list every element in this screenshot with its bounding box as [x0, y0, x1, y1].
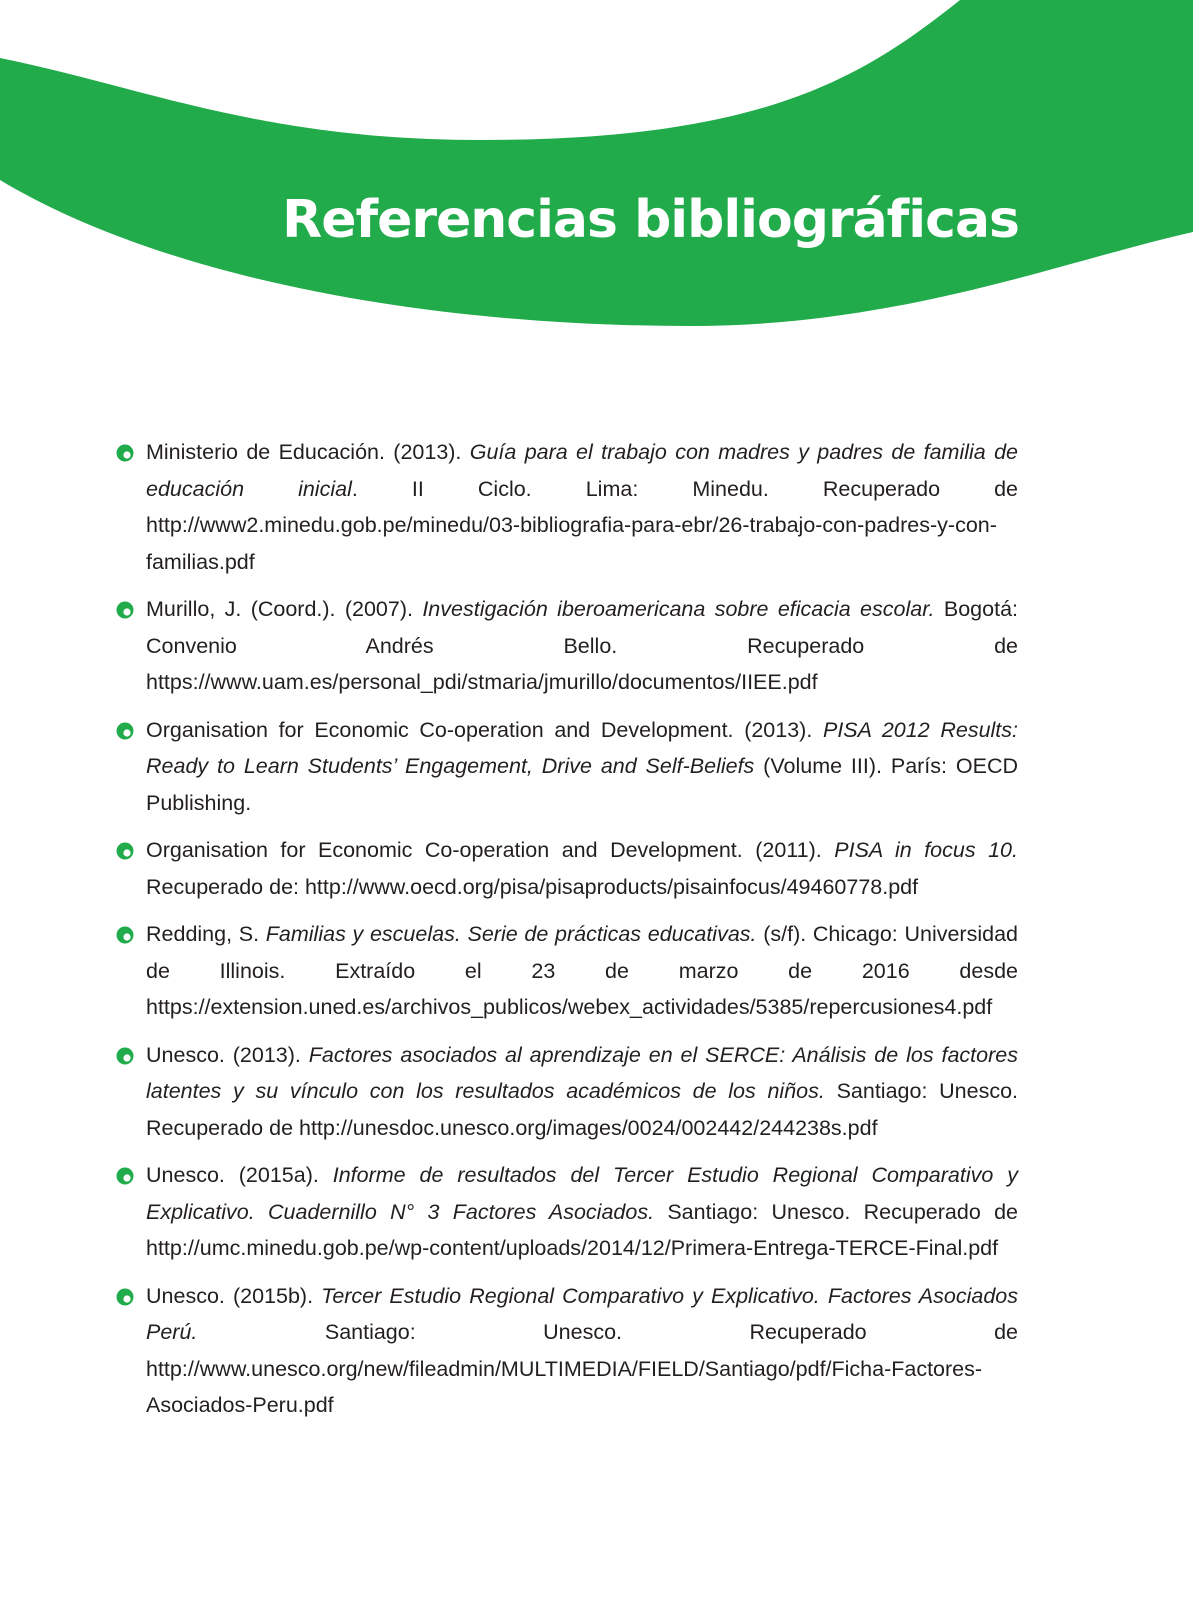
- reference-title: PISA in focus 10.: [834, 838, 1018, 862]
- reference-list: [116, 434, 1018, 1435]
- green-circle-bullet-icon: [116, 444, 134, 462]
- green-circle-bullet-icon: [116, 722, 134, 740]
- reference-text: [146, 1278, 1018, 1424]
- reference-title: Familias y escuelas. Serie de prácticas educativas.: [265, 922, 757, 946]
- header-banner: [0, 0, 1193, 340]
- reference-segment: Unesco. (2015a).: [146, 1163, 333, 1187]
- reference-title: PISA 2012 Results: Ready to Learn Students’ Engagement, Drive and Self-Beliefs: [146, 717, 1018, 778]
- reference-text: [146, 1037, 1018, 1147]
- reference-segment: . II Ciclo. Lima: Minedu. Recuperado de http://www2.minedu.gob.pe/minedu/03-bibliografia-para-ebr/26-trabajo-con-padres-y-con-familias.pdf: [146, 476, 1019, 574]
- reference-title: Guía para el trabajo con madres y padres de familia de educación inicial: [146, 440, 1018, 501]
- reference-item: [116, 1037, 1018, 1147]
- reference-item: [116, 1278, 1018, 1424]
- reference-title: Factores asociados al aprendizaje en el SERCE: Análisis de los factores latentes y su vínculo con los resultados académicos de los niños.: [146, 1042, 1018, 1103]
- green-circle-bullet-icon: [116, 842, 134, 860]
- reference-item: [116, 712, 1018, 822]
- reference-segment: Ministerio de Educación. (2013).: [146, 440, 470, 464]
- reference-text: [146, 1157, 1018, 1267]
- green-circle-bullet-icon: [116, 601, 134, 619]
- reference-item: [116, 832, 1018, 905]
- green-circle-bullet-icon: [116, 1167, 134, 1185]
- reference-segment: Murillo, J. (Coord.). (2007).: [146, 597, 423, 621]
- reference-segment: Organisation for Economic Co-operation and Development. (2013).: [146, 717, 823, 742]
- reference-segment: Santiago: Unesco. Recuperado de http://umc.minedu.gob.pe/wp-content/uploads/2014/12/Primera-Entrega-TERCE-Final.pdf: [146, 1199, 1018, 1260]
- reference-text: [146, 832, 1018, 905]
- reference-item: [116, 591, 1018, 701]
- reference-item: [116, 1157, 1018, 1267]
- reference-text: [146, 591, 1018, 701]
- green-wave-shape: [0, 0, 1193, 326]
- reference-segment: Unesco. (2015b).: [146, 1283, 322, 1308]
- reference-segment: Redding, S.: [146, 922, 266, 946]
- reference-segment: Recuperado de: http://www.oecd.org/pisa/pisaproducts/pisainfocus/49460778.pdf: [146, 874, 919, 899]
- reference-title: Investigación iberoamericana sobre eficacia escolar.: [422, 597, 935, 621]
- reference-text: [146, 712, 1018, 822]
- green-circle-bullet-icon: [116, 1047, 134, 1065]
- reference-title: Informe de resultados del Tercer Estudio Regional Comparativo y Explicativo. Cuadernillo N° 3 Factores Asociados.: [146, 1163, 1018, 1224]
- reference-text: [146, 916, 1018, 1026]
- reference-segment: Bogotá: Convenio Andrés Bello. Recuperado de https://www.uam.es/personal_pdi/stmaria/jmurillo/documentos/IIEE.pdf: [146, 597, 1019, 694]
- reference-item: [116, 434, 1018, 580]
- reference-segment: Santiago: Unesco. Recuperado de http://www.unesco.org/new/fileadmin/MULTIMEDIA/FIELD/Santiago/pdf/Ficha-Factores-Asociados-Peru.pdf: [146, 1320, 1018, 1417]
- reference-segment: (s/f). Chicago: Universidad de Illinois. Extraído el 23 de marzo de 2016 desde https://extension.uned.es/archivos_publicos/webex_actividades/5385/repercusiones4.pdf: [146, 922, 1018, 1019]
- green-circle-bullet-icon: [116, 926, 134, 944]
- reference-segment: (Volume III). París: OECD Publishing.: [146, 754, 1018, 815]
- green-circle-bullet-icon: [116, 1288, 134, 1306]
- page-title: Referencias bibliográficas: [282, 190, 1019, 250]
- reference-title: Tercer Estudio Regional Comparativo y Explicativo. Factores Asociados Perú.: [146, 1283, 1018, 1344]
- reference-item: [116, 916, 1018, 1026]
- reference-segment: Organisation for Economic Co-operation and Development. (2011).: [146, 838, 835, 862]
- reference-text: [146, 434, 1018, 580]
- reference-segment: Santiago: Unesco. Recuperado de http://unesdoc.unesco.org/images/0024/002442/244238s.pdf: [146, 1079, 1019, 1140]
- reference-segment: Unesco. (2013).: [146, 1042, 309, 1067]
